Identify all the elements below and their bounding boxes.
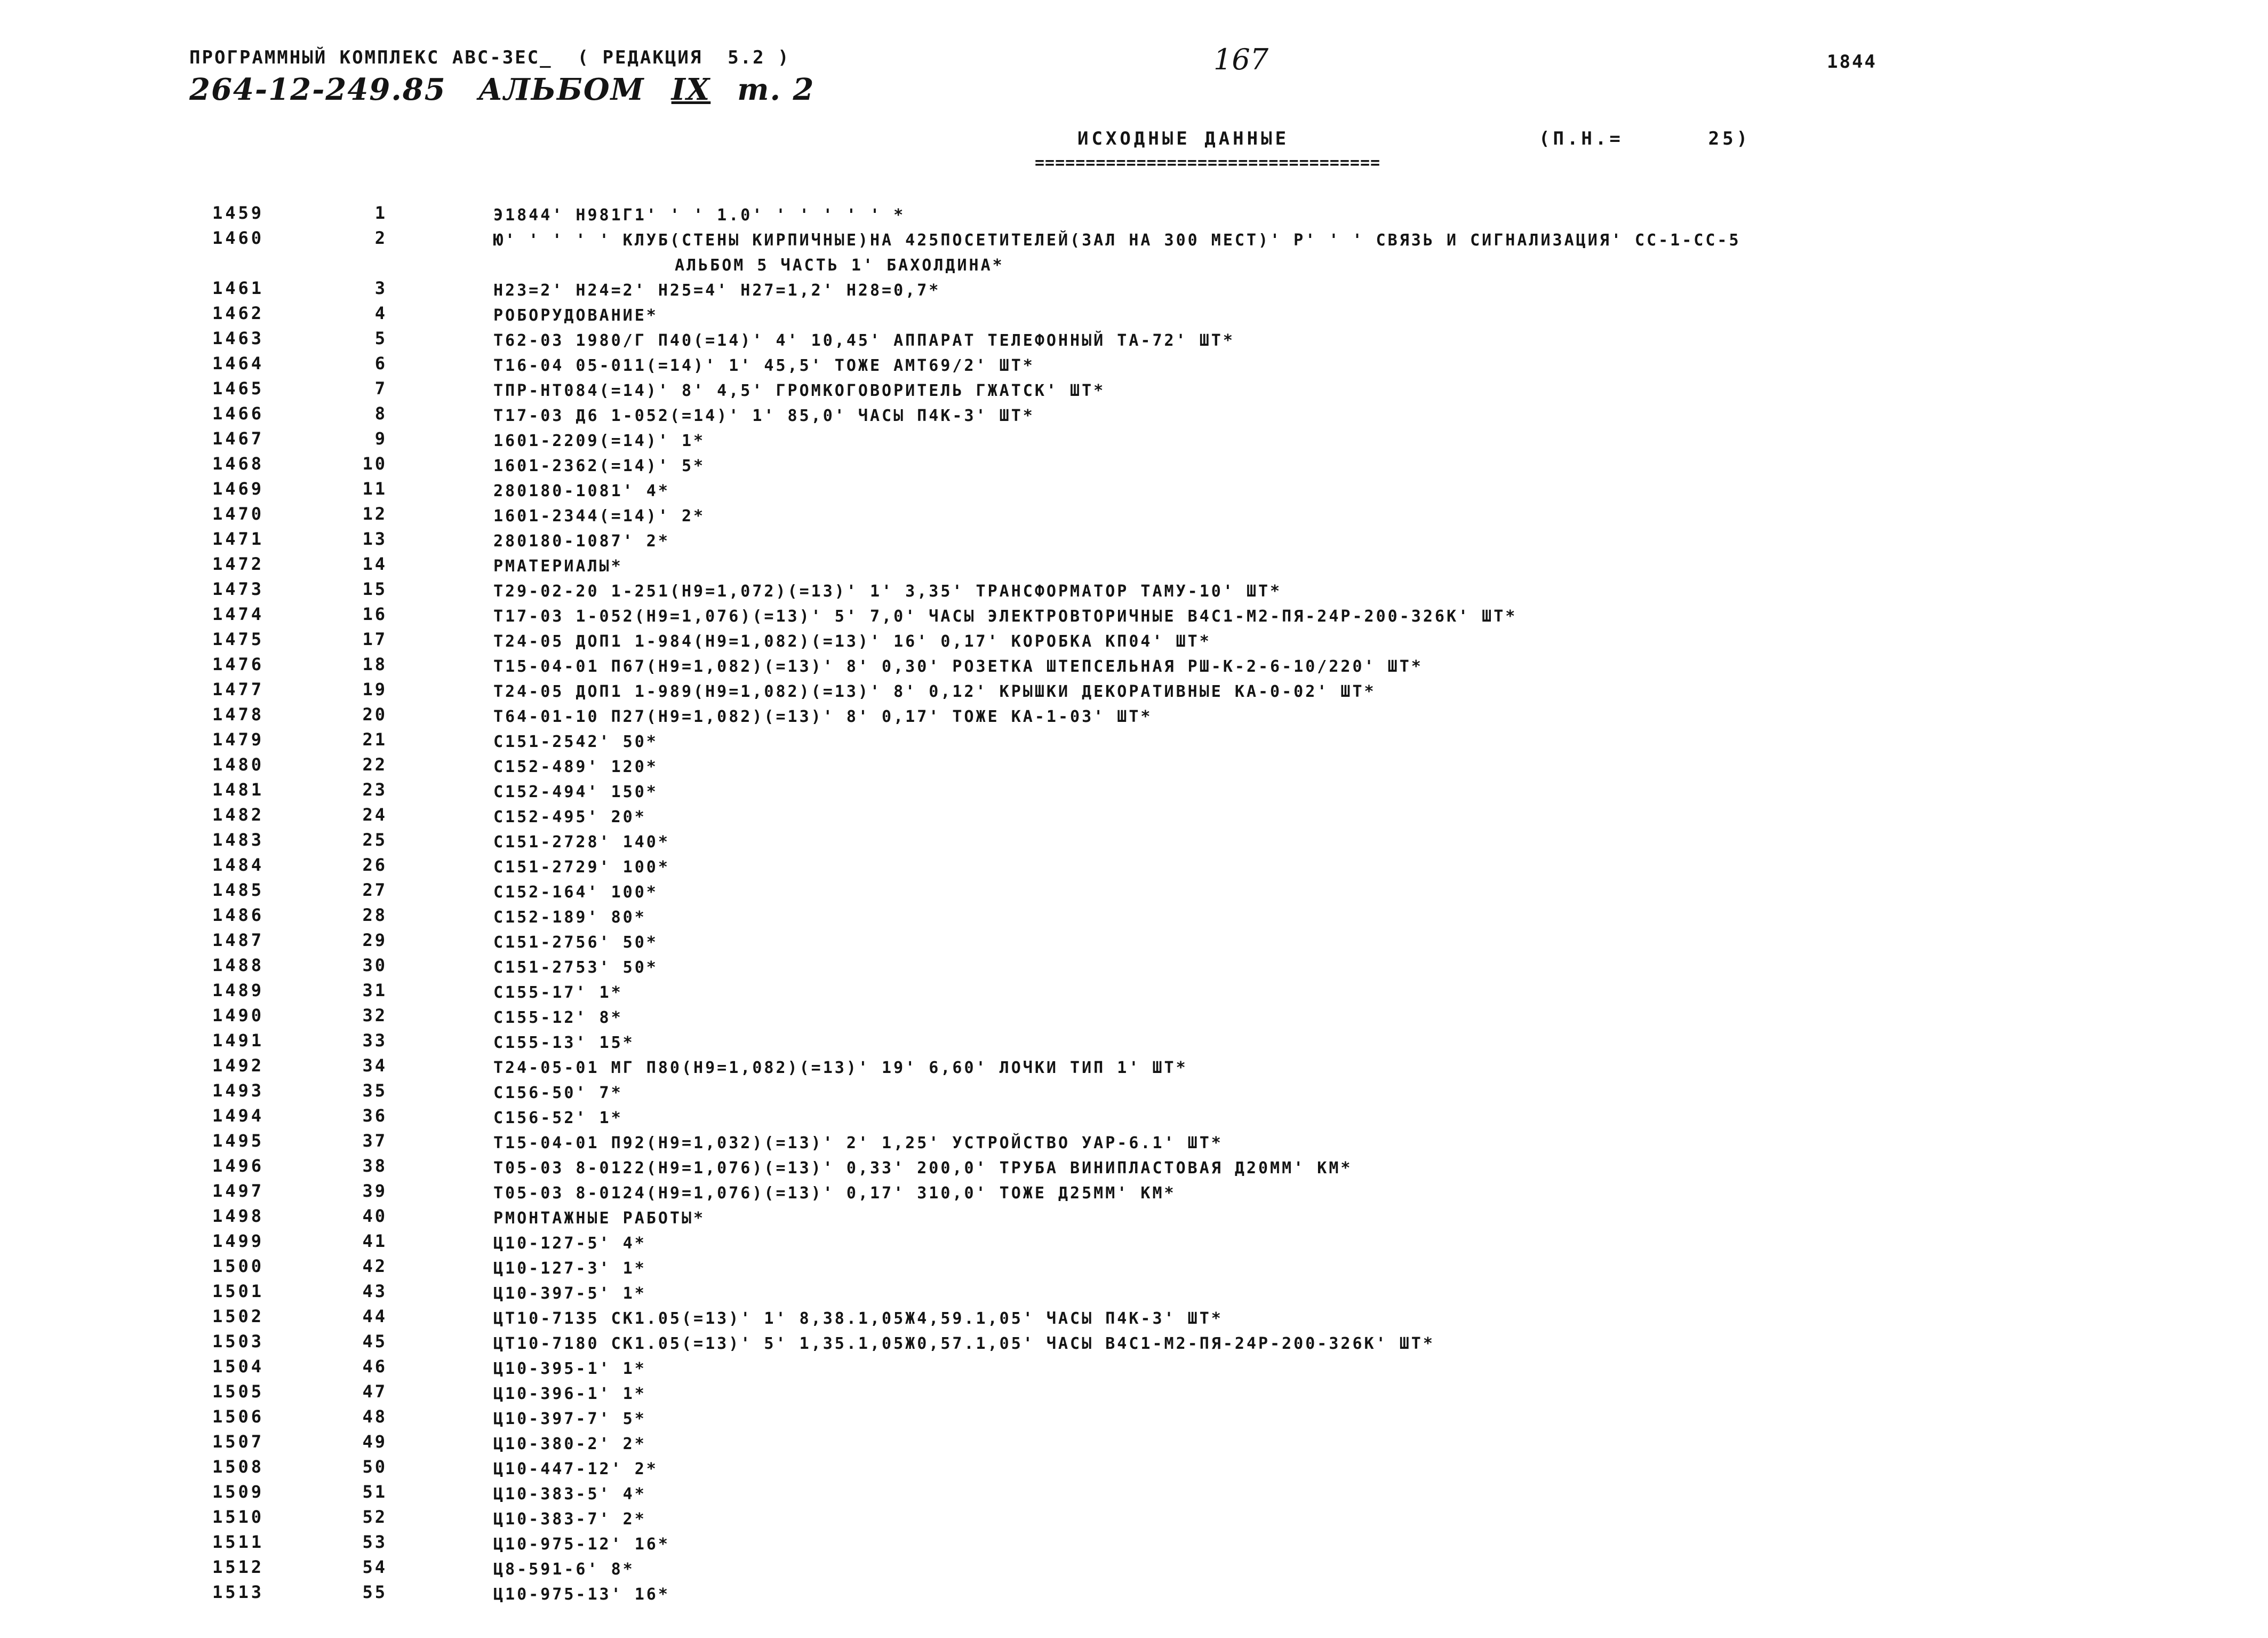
record-text-line: Т24-05 ДОП1 1-984(Н9=1,082)(=13)' 16' 0,17' КОРОБКА КП04' ШТ* [493, 632, 1211, 651]
line-number: 1459 [212, 203, 265, 223]
sequence-number: 2 [374, 228, 387, 248]
sequence-number: 12 [362, 504, 387, 524]
line-number: 1491 [212, 1030, 265, 1051]
record-text [493, 1055, 2243, 1080]
line-number: 1502 [212, 1306, 265, 1326]
record-text-line: 1601-2362(=14)' 5* [493, 457, 706, 475]
record-text [493, 554, 2243, 579]
line-number: 1503 [212, 1331, 265, 1351]
record-text-line: Ц10-447-12' 2* [493, 1460, 658, 1478]
line-number: 1484 [212, 855, 265, 875]
listing-row [0, 754, 2268, 780]
record-text [493, 930, 2243, 955]
record-text-line: С151-2728' 140* [493, 833, 670, 852]
sequence-number: 41 [362, 1231, 387, 1251]
record-text-line: Т24-05 ДОП1 1-989(Н9=1,082)(=13)' 8' 0,12' КРЫШКИ ДЕКОРАТИВНЫЕ КА-0-02' ШТ* [493, 682, 1376, 701]
line-number: 1500 [212, 1256, 265, 1276]
record-text-line: С152-494' 150* [493, 783, 658, 801]
record-text-line: Т05-03 8-0122(Н9=1,076)(=13)' 0,33' 200,0' ТРУБА ВИНИПЛАСТОВАЯ Д20ММ' КМ* [493, 1159, 1353, 1178]
record-text-line: Ц10-975-13' 16* [493, 1585, 670, 1604]
line-number: 1508 [212, 1457, 265, 1477]
line-number: 1490 [212, 1005, 265, 1025]
listing-row [0, 1381, 2268, 1406]
section-ref: (П.Н.= 25) [1539, 128, 1751, 149]
record-text [493, 1356, 2243, 1381]
listing-row [0, 930, 2268, 955]
record-text [493, 579, 2243, 604]
listing-row [0, 1131, 2268, 1156]
listing-row [0, 554, 2268, 579]
record-text-line: Ц10-383-5' 4* [493, 1485, 646, 1504]
sequence-number: 22 [362, 754, 387, 775]
line-number: 1495 [212, 1131, 265, 1151]
record-text-line: С155-12' 8* [493, 1008, 623, 1027]
sequence-number: 45 [362, 1331, 387, 1351]
record-text [493, 1030, 2243, 1055]
listing-row [0, 704, 2268, 729]
record-text-line: С151-2753' 50* [493, 958, 658, 977]
record-text-line: С151-2729' 100* [493, 858, 670, 877]
listing-row [0, 328, 2268, 353]
sequence-number: 40 [362, 1206, 387, 1226]
listing-row [0, 980, 2268, 1005]
record-text [493, 1582, 2243, 1607]
listing-row [0, 1080, 2268, 1106]
sequence-number: 48 [362, 1406, 387, 1427]
record-text-line: 1601-2344(=14)' 2* [493, 507, 706, 526]
record-text-line: Ц10-975-12' 16* [493, 1535, 670, 1554]
sequence-number: 9 [374, 428, 387, 449]
sequence-number: 27 [362, 880, 387, 900]
listing-row [0, 955, 2268, 980]
record-text-line: РОБОРУДОВАНИЕ* [493, 306, 658, 325]
record-text-line: Ц10-383-7' 2* [493, 1510, 646, 1529]
line-number: 1475 [212, 629, 265, 649]
record-text-line: Ю' ' ' ' ' КЛУБ(СТЕНЫ КИРПИЧНЫЕ)НА 425ПОСЕТИТЕЛЕЙ(ЗАЛ НА 300 МЕСТ)' Р' ' ' СВЯЗЬ И СИГНАЛИЗАЦИЯ' СС-1-СС-5 [493, 231, 1741, 250]
record-text [493, 504, 2243, 529]
record-text [493, 1281, 2243, 1306]
record-text-line: Т62-03 1980/Г П40(=14)' 4' 10,45' АППАРАТ ТЕЛЕФОННЫЙ ТА-72' ШТ* [493, 331, 1235, 350]
record-text-line: Ц10-397-7' 5* [493, 1410, 646, 1428]
sequence-number: 28 [362, 905, 387, 925]
record-text-line: Ц10-380-2' 2* [493, 1435, 646, 1453]
record-text-line: С155-13' 15* [493, 1033, 635, 1052]
line-number: 1496 [212, 1156, 265, 1176]
sequence-number: 47 [362, 1381, 387, 1402]
listing-row [0, 880, 2268, 905]
line-number: 1472 [212, 554, 265, 574]
listing-row [0, 654, 2268, 679]
record-text-line: РМОНТАЖНЫЕ РАБОТЫ* [493, 1209, 706, 1228]
line-number: 1477 [212, 679, 265, 699]
line-number: 1511 [212, 1532, 265, 1552]
record-text-line: С156-50' 7* [493, 1084, 623, 1102]
record-text [493, 1005, 2243, 1030]
line-number: 1480 [212, 754, 265, 775]
listing-row [0, 905, 2268, 930]
record-text [493, 905, 2243, 930]
record-text [493, 328, 2243, 353]
listing-row [0, 1306, 2268, 1331]
record-text [493, 1432, 2243, 1457]
record-text-line: ТПР-НТ084(=14)' 8' 4,5' ГРОМКОГОВОРИТЕЛЬ ГЖАТСК' ШТ* [493, 381, 1106, 400]
record-text-line: Т15-04-01 П92(Н9=1,032)(=13)' 2' 1,25' УСТРОЙСТВО УАР-6.1' ШТ* [493, 1134, 1223, 1152]
record-text-line: С152-489' 120* [493, 758, 658, 776]
record-text [493, 1507, 2243, 1532]
record-text [493, 378, 2243, 403]
record-text-line: Ц8-591-6' 8* [493, 1560, 635, 1579]
record-text-line: Т64-01-10 П27(Н9=1,082)(=13)' 8' 0,17' ТОЖЕ КА-1-03' ШТ* [493, 707, 1153, 726]
sheet-number: 1844 [1827, 51, 1877, 73]
record-text [493, 1231, 2243, 1256]
line-number: 1460 [212, 228, 265, 248]
line-number: 1462 [212, 303, 265, 323]
record-text-line: С155-17' 1* [493, 983, 623, 1002]
listing-row [0, 203, 2268, 228]
sequence-number: 20 [362, 704, 387, 725]
record-text [493, 654, 2243, 679]
record-text-line: Ц10-395-1' 1* [493, 1359, 646, 1378]
record-text [493, 1080, 2243, 1106]
listing-row [0, 504, 2268, 529]
line-number: 1487 [212, 930, 265, 950]
record-text [493, 830, 2243, 855]
record-text [493, 428, 2243, 454]
sequence-number: 35 [362, 1080, 387, 1101]
sequence-number: 11 [362, 479, 387, 499]
listing-row [0, 604, 2268, 629]
record-text [493, 754, 2243, 780]
line-number: 1469 [212, 479, 265, 499]
listing-row [0, 403, 2268, 428]
record-text-line: Н23=2' Н24=2' Н25=4' Н27=1,2' Н28=0,7* [493, 281, 941, 300]
record-text-line: 1601-2209(=14)' 1* [493, 432, 706, 450]
listing-row [0, 1457, 2268, 1482]
listing-row [0, 529, 2268, 554]
sequence-number: 30 [362, 955, 387, 975]
line-number: 1464 [212, 353, 265, 373]
section-title: ИСХОДНЫЕ ДАННЫЕ [1077, 128, 1290, 149]
sequence-number: 52 [362, 1507, 387, 1527]
line-number: 1468 [212, 454, 265, 474]
record-text-line: Э1844' Н981Г1' ' ' 1.0' ' ' ' ' ' * [493, 206, 906, 225]
listing-row [0, 1432, 2268, 1457]
listing-row [0, 830, 2268, 855]
record-text [493, 1106, 2243, 1131]
line-number: 1461 [212, 278, 265, 298]
listing-row [0, 780, 2268, 805]
line-number: 1483 [212, 830, 265, 850]
record-text-line: 280180-1081' 4* [493, 482, 670, 500]
sequence-number: 36 [362, 1106, 387, 1126]
line-number: 1492 [212, 1055, 265, 1076]
title-underline: ================================== [1035, 154, 1381, 172]
line-number: 1507 [212, 1432, 265, 1452]
line-number: 1510 [212, 1507, 265, 1527]
sequence-number: 55 [362, 1582, 387, 1602]
record-text [493, 1532, 2243, 1557]
sequence-number: 29 [362, 930, 387, 950]
record-text [493, 855, 2243, 880]
sequence-number: 24 [362, 805, 387, 825]
page-number: 167 [1213, 43, 1269, 76]
sequence-number: 16 [362, 604, 387, 624]
listing-row [0, 1482, 2268, 1507]
sequence-number: 33 [362, 1030, 387, 1051]
record-text [493, 729, 2243, 754]
listing-row [0, 1206, 2268, 1231]
line-number: 1485 [212, 880, 265, 900]
listing-row [0, 729, 2268, 754]
handwritten-reference [189, 72, 814, 107]
record-text [493, 203, 2243, 228]
sequence-number: 3 [374, 278, 387, 298]
listing-row [0, 1582, 2268, 1607]
listing-row [0, 378, 2268, 403]
listing-row [0, 805, 2268, 830]
record-text-line: Т17-03 1-052(Н9=1,076)(=13)' 5' 7,0' ЧАСЫ ЭЛЕКТРОВТОРИЧНЫЕ В4С1-М2-ПЯ-24Р-200-326К' ШТ* [493, 607, 1518, 626]
record-text [493, 403, 2243, 428]
listing-row [0, 353, 2268, 378]
line-number: 1470 [212, 504, 265, 524]
record-text [493, 604, 2243, 629]
record-text [493, 629, 2243, 654]
line-number: 1494 [212, 1106, 265, 1126]
sequence-number: 5 [374, 328, 387, 348]
record-text-line: Ц10-127-3' 1* [493, 1259, 646, 1278]
record-text [493, 1331, 2243, 1356]
record-text [493, 278, 2243, 303]
listing-row [0, 303, 2268, 328]
sequence-number: 6 [374, 353, 387, 373]
sequence-number: 1 [374, 203, 387, 223]
line-number: 1505 [212, 1381, 265, 1402]
sequence-number: 54 [362, 1557, 387, 1577]
listing-row [0, 479, 2268, 504]
record-text-line: С156-52' 1* [493, 1109, 623, 1127]
sequence-number: 32 [362, 1005, 387, 1025]
record-text [493, 1381, 2243, 1406]
record-text [493, 353, 2243, 378]
record-text-line: Ц10-397-5' 1* [493, 1284, 646, 1303]
record-text [493, 679, 2243, 704]
record-text [493, 1482, 2243, 1507]
album-label: АЛЬБОМ [478, 72, 645, 107]
sequence-number: 51 [362, 1482, 387, 1502]
listing-row [0, 1030, 2268, 1055]
sequence-number: 25 [362, 830, 387, 850]
project-code: 264-12-249.85 [189, 72, 446, 107]
listing-row [0, 228, 2268, 278]
listing-row [0, 629, 2268, 654]
listing-row [0, 1281, 2268, 1306]
record-text-line: С151-2542' 50* [493, 733, 658, 751]
record-text [493, 704, 2243, 729]
sequence-number: 15 [362, 579, 387, 599]
line-number: 1474 [212, 604, 265, 624]
line-number: 1478 [212, 704, 265, 725]
record-text-line: Т29-02-20 1-251(Н9=1,072)(=13)' 1' 3,35' ТРАНСФОРМАТОР ТАМУ-10' ШТ* [493, 582, 1282, 601]
sequence-number: 14 [362, 554, 387, 574]
line-number: 1509 [212, 1482, 265, 1502]
line-number: 1482 [212, 805, 265, 825]
line-number: 1479 [212, 729, 265, 750]
sequence-number: 49 [362, 1432, 387, 1452]
line-number: 1489 [212, 980, 265, 1000]
listing-row [0, 1231, 2268, 1256]
sequence-number: 42 [362, 1256, 387, 1276]
sequence-number: 17 [362, 629, 387, 649]
sequence-number: 26 [362, 855, 387, 875]
listing-row [0, 1331, 2268, 1356]
record-text [493, 303, 2243, 328]
listing-row [0, 679, 2268, 704]
sequence-number: 13 [362, 529, 387, 549]
listing-row [0, 1356, 2268, 1381]
listing-row [0, 1557, 2268, 1582]
sequence-number: 23 [362, 780, 387, 800]
line-number: 1506 [212, 1406, 265, 1427]
record-text-line: Т05-03 8-0124(Н9=1,076)(=13)' 0,17' 310,0' ТОЖЕ Д25ММ' КМ* [493, 1184, 1176, 1203]
line-number: 1486 [212, 905, 265, 925]
line-number: 1493 [212, 1080, 265, 1101]
record-text [493, 1457, 2243, 1482]
record-text-line: Т15-04-01 П67(Н9=1,082)(=13)' 8' 0,30' РОЗЕТКА ШТЕПСЕЛЬНАЯ РШ-К-2-6-10/220' ШТ* [493, 657, 1423, 676]
sequence-number: 46 [362, 1356, 387, 1377]
sequence-number: 21 [362, 729, 387, 750]
record-text [493, 1131, 2243, 1156]
volume-number: IX [671, 72, 711, 107]
line-number: 1497 [212, 1181, 265, 1201]
sequence-number: 53 [362, 1532, 387, 1552]
record-text-line: Т16-04 05-011(=14)' 1' 45,5' ТОЖЕ АМТ69/2' ШТ* [493, 356, 1035, 375]
record-text-line: ЦТ10-7135 СК1.05(=13)' 1' 8,38.1,05Ж4,59.1,05' ЧАСЫ П4К-3' ШТ* [493, 1309, 1223, 1328]
listing-row [0, 1106, 2268, 1131]
record-text [493, 880, 2243, 905]
record-text-line: Ц10-396-1' 1* [493, 1385, 646, 1403]
program-header: ПРОГРАММНЫЙ КОМПЛЕКС АВС-ЗЕС_ ( РЕДАКЦИЯ 5.2 ) [189, 47, 790, 68]
listing-row [0, 1406, 2268, 1432]
listing-row [0, 1156, 2268, 1181]
record-text [493, 479, 2243, 504]
record-text [493, 805, 2243, 830]
line-number: 1488 [212, 955, 265, 975]
record-text-line: С152-189' 80* [493, 908, 646, 927]
record-text-line: Ц10-127-5' 4* [493, 1234, 646, 1253]
record-text [493, 1557, 2243, 1582]
record-text [493, 980, 2243, 1005]
line-number: 1504 [212, 1356, 265, 1377]
listing-row [0, 855, 2268, 880]
listing-row [0, 454, 2268, 479]
record-text-line: С152-164' 100* [493, 883, 658, 902]
listing-row [0, 278, 2268, 303]
sequence-number: 44 [362, 1306, 387, 1326]
line-number: 1463 [212, 328, 265, 348]
record-text-line: Т17-03 Д6 1-052(=14)' 1' 85,0' ЧАСЫ П4К-3' ШТ* [493, 407, 1035, 425]
listing-row [0, 1055, 2268, 1080]
sequence-number: 50 [362, 1457, 387, 1477]
listing-row [0, 1005, 2268, 1030]
listing-row [0, 1532, 2268, 1557]
line-number: 1501 [212, 1281, 265, 1301]
line-number: 1499 [212, 1231, 265, 1251]
sequence-number: 4 [374, 303, 387, 323]
sequence-number: 37 [362, 1131, 387, 1151]
line-number: 1466 [212, 403, 265, 424]
record-text [493, 1306, 2243, 1331]
line-number: 1498 [212, 1206, 265, 1226]
record-text-line: 280180-1087' 2* [493, 532, 670, 551]
line-number: 1481 [212, 780, 265, 800]
line-number: 1473 [212, 579, 265, 599]
record-text-line: РМАТЕРИАЛЫ* [493, 557, 623, 576]
part-number: т. 2 [737, 72, 815, 107]
record-text [493, 1156, 2243, 1181]
sequence-number: 8 [374, 403, 387, 424]
line-number: 1471 [212, 529, 265, 549]
record-text-line: Т24-05-01 МГ П80(Н9=1,082)(=13)' 19' 6,60' ЛОЧКИ ТИП 1' ШТ* [493, 1059, 1188, 1077]
record-text-line: С151-2756' 50* [493, 933, 658, 952]
line-number: 1513 [212, 1582, 265, 1602]
sequence-number: 39 [362, 1181, 387, 1201]
line-number: 1512 [212, 1557, 265, 1577]
listing-row [0, 428, 2268, 454]
line-number: 1465 [212, 378, 265, 399]
data-listing [0, 203, 2268, 1607]
record-text [493, 955, 2243, 980]
sequence-number: 38 [362, 1156, 387, 1176]
listing-row [0, 1507, 2268, 1532]
listing-row [0, 1181, 2268, 1206]
record-text [493, 1206, 2243, 1231]
line-number: 1476 [212, 654, 265, 674]
listing-row [0, 579, 2268, 604]
record-text [493, 1181, 2243, 1206]
record-text [493, 1256, 2243, 1281]
record-text [493, 529, 2243, 554]
record-text [493, 1406, 2243, 1432]
line-number: 1467 [212, 428, 265, 449]
record-continuation: АЛЬБОМ 5 ЧАСТЬ 1' БАХОЛДИНА* [675, 256, 1004, 275]
sequence-number: 19 [362, 679, 387, 699]
sequence-number: 10 [362, 454, 387, 474]
listing-row [0, 1256, 2268, 1281]
sequence-number: 18 [362, 654, 387, 674]
sequence-number: 43 [362, 1281, 387, 1301]
sequence-number: 34 [362, 1055, 387, 1076]
sequence-number: 31 [362, 980, 387, 1000]
record-text-line: ЦТ10-7180 СК1.05(=13)' 5' 1,35.1,05Ж0,57.1,05' ЧАСЫ В4С1-М2-ПЯ-24Р-200-326К' ШТ* [493, 1334, 1435, 1353]
sequence-number: 7 [374, 378, 387, 399]
record-text-line: С152-495' 20* [493, 808, 646, 826]
record-text [493, 454, 2243, 479]
record-text [493, 228, 2243, 278]
record-text [493, 780, 2243, 805]
